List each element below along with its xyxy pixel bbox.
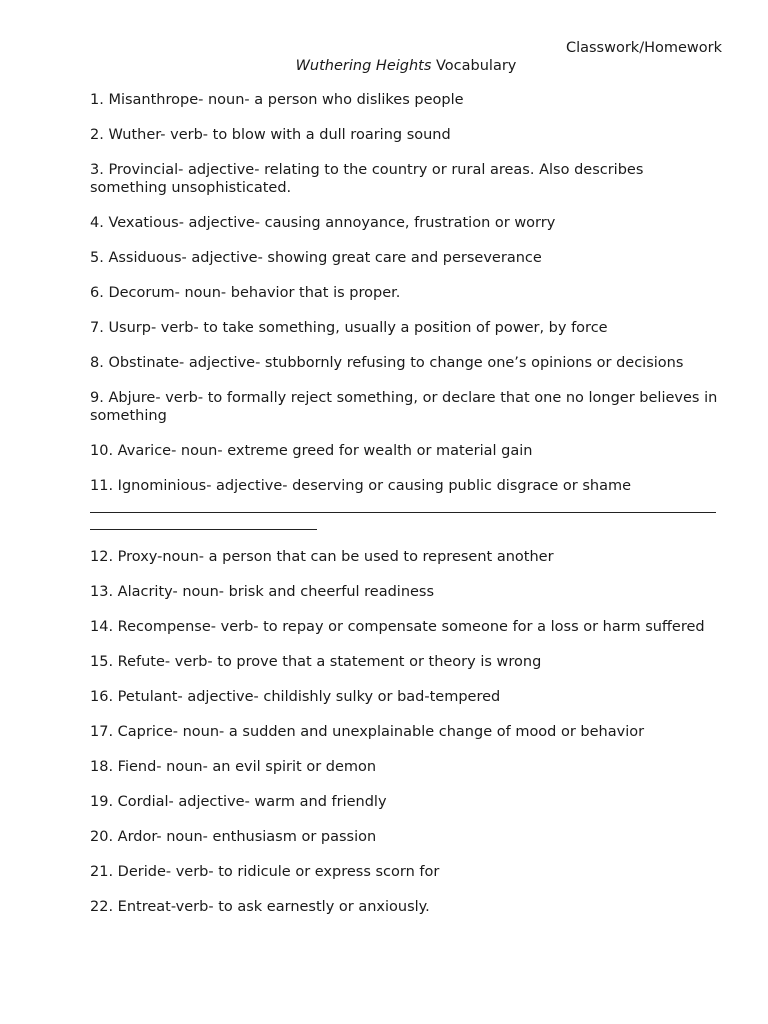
vocab-entry: 17. Caprice- noun- a sudden and unexplainable change of mood or behavior <box>90 724 645 740</box>
vocab-entry: 9. Abjure- verb- to formally reject something, or declare that one no longer believes in something <box>90 390 718 424</box>
divider-line <box>90 512 716 513</box>
vocab-entry: 22. Entreat-verb- to ask earnestly or anxiously. <box>90 899 430 915</box>
title-book-name: Wuthering Heights <box>295 58 432 74</box>
vocab-entry: 15. Refute- verb- to prove that a statement or theory is wrong <box>90 654 542 670</box>
vocab-entry: 8. Obstinate- adjective- stubbornly refusing to change one’s opinions or decisions <box>90 355 684 371</box>
vocab-entry: 20. Ardor- noun- enthusiasm or passion <box>90 829 377 845</box>
classwork-homework-label: Classwork/Homework <box>565 40 722 56</box>
vocabulary-list-part-1 <box>90 91 720 512</box>
vocab-entry: 13. Alacrity- noun- brisk and cheerful readiness <box>90 584 435 600</box>
vocab-entry: 7. Usurp- verb- to take something, usually a position of power, by force <box>90 320 608 336</box>
vocab-entry: 21. Deride- verb- to ridicule or express scorn for <box>90 864 440 880</box>
divider-line-short <box>90 529 317 530</box>
vocab-entry: 10. Avarice- noun- extreme greed for wealth or material gain <box>90 443 533 459</box>
page-title <box>0 57 768 75</box>
title-suffix: Vocabulary <box>431 58 517 74</box>
vocab-entry: 12. Proxy-noun- a person that can be used to represent another <box>90 549 554 565</box>
vocabulary-list-part-2 <box>90 548 720 933</box>
vocab-entry: 1. Misanthrope- noun- a person who dislikes people <box>90 92 464 108</box>
vocab-entry: 4. Vexatious- adjective- causing annoyance, frustration or worry <box>90 215 556 231</box>
vocab-entry: 11. Ignominious- adjective- deserving or causing public disgrace or shame <box>90 478 632 494</box>
vocab-entry: 14. Recompense- verb- to repay or compensate someone for a loss or harm suffered <box>90 619 705 635</box>
vocab-entry: 3. Provincial- adjective- relating to the country or rural areas. Also describes something unsophisticated. <box>90 162 644 196</box>
vocab-entry: 19. Cordial- adjective- warm and friendly <box>90 794 387 810</box>
vocab-entry: 6. Decorum- noun- behavior that is proper. <box>90 285 401 301</box>
vocab-entry: 5. Assiduous- adjective- showing great care and perseverance <box>90 250 542 266</box>
vocab-entry: 16. Petulant- adjective- childishly sulky or bad-tempered <box>90 689 501 705</box>
vocab-entry: 2. Wuther- verb- to blow with a dull roaring sound <box>90 127 451 143</box>
vocab-entry: 18. Fiend- noun- an evil spirit or demon <box>90 759 377 775</box>
